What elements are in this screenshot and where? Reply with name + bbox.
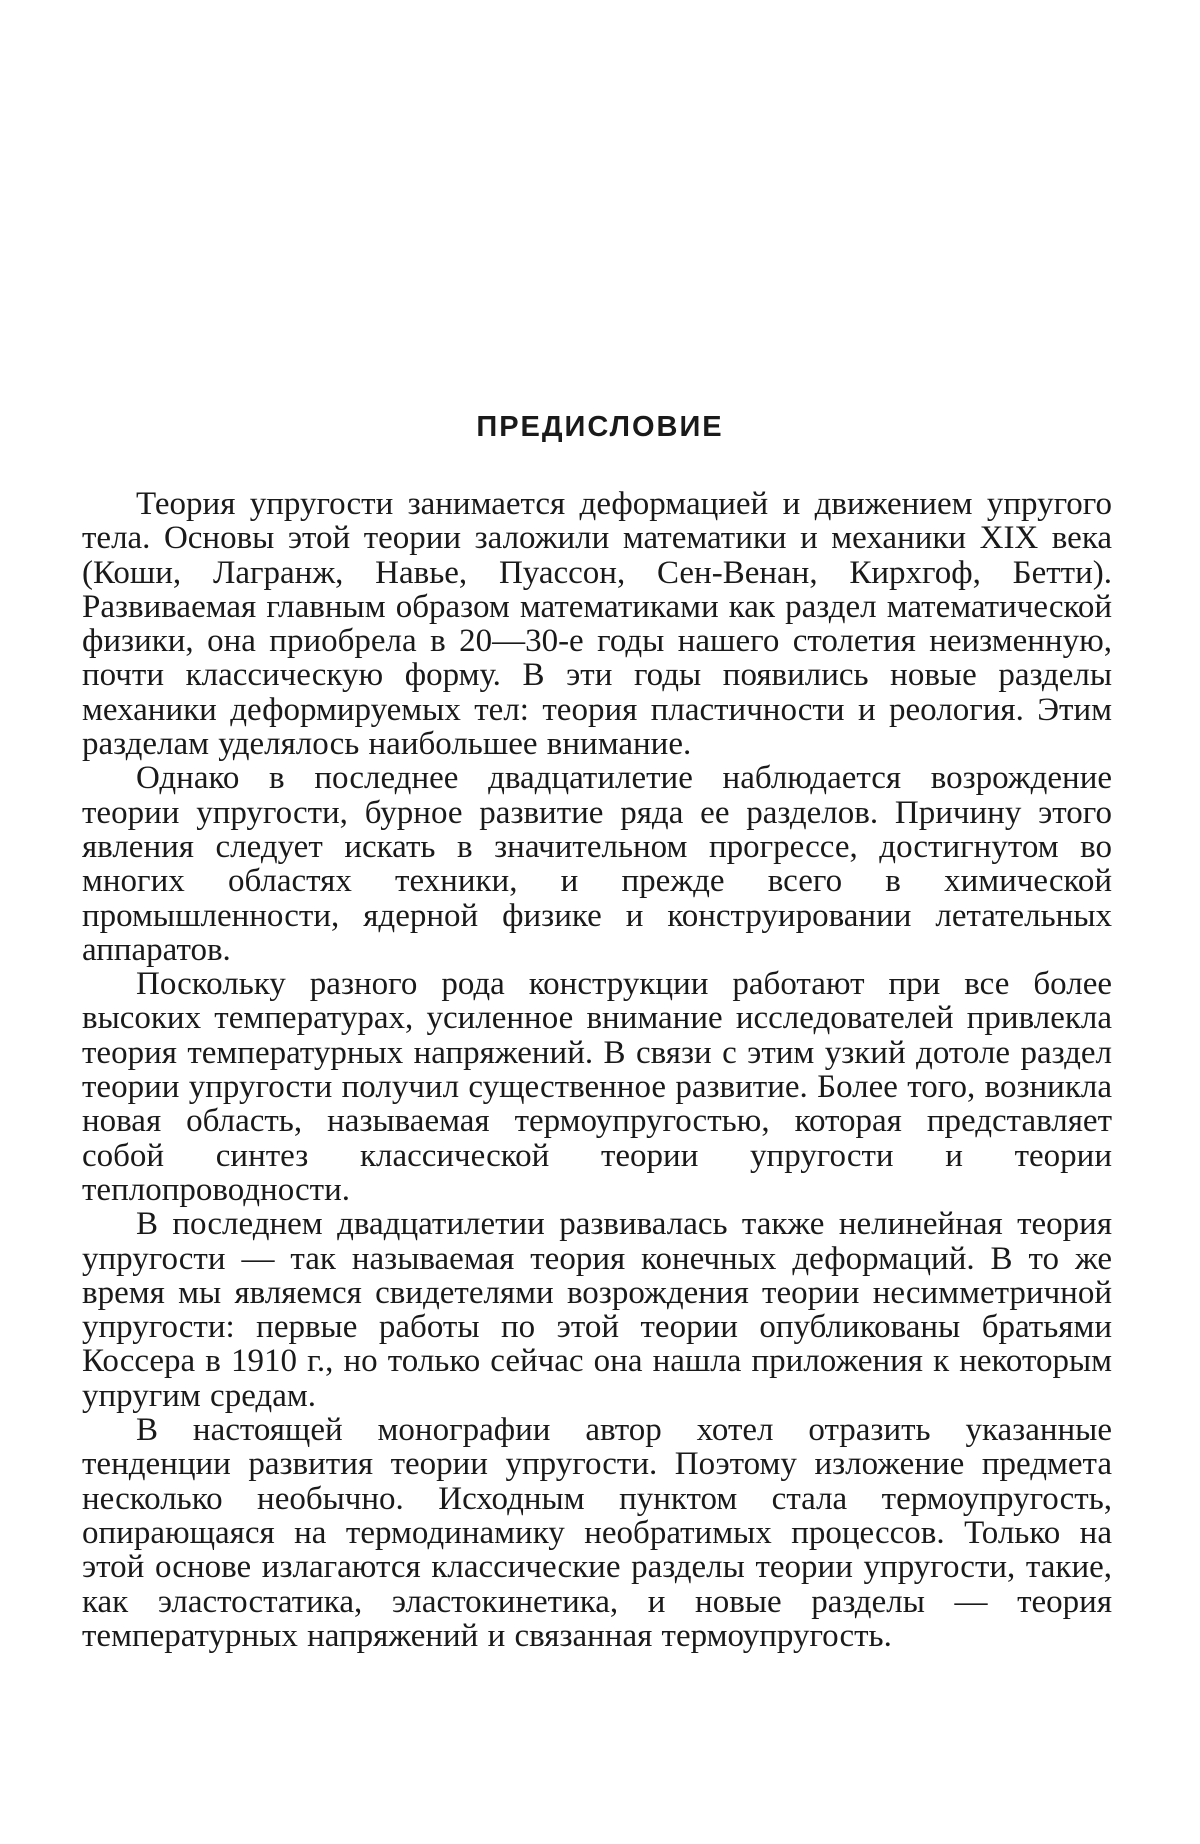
paragraph-1: Теория упругости занимается деформацией и движением упругого тела. Основы этой теории заложили математики и механики XIX века (Коши, Лагранж, Навье, Пуассон, Сен-Венан, Кирхгоф, Бетти). Развиваемая главным образом математиками как раздел математической физики, она приобрела в 20—30-е годы нашего столетия неизменную, почти классическую форму. В эти годы появились новые разделы механики деформируемых тел: теория пластичности и реология. Этим разделам уделялось наибольшее внимание. xyxy=(82,486,1112,763)
paragraph-5: В настоящей монографии автор хотел отразить указанные тенденции развития теории упругости. Поэтому изложение предмета несколько необычно. Исходным пунктом стала термоупругость, опирающаяся на термодинамику необратимых процессов. Только на этой основе излагаются классические разделы теории упругости, такие, как эластостатика, эластокинетика, и новые разделы — теория температурных напряжений и связанная термоупругость. xyxy=(82,1412,1112,1654)
paragraph-2: Однако в последнее двадцатилетие наблюдается возрождение теории упругости, бурное развитие ряда ее разделов. Причину этого явления следует искать в значительном прогрессе, достигнутом во многих областях техники, и прежде всего в химической промышленности, ядерной физике и конструировании летательных аппаратов. xyxy=(82,760,1112,968)
page-title: ПРЕДИСЛОВИЕ xyxy=(476,411,724,443)
preface-text xyxy=(82,487,1112,1653)
paragraph-4: В последнем двадцатилетии развивалась также нелинейная теория упругости — так называемая теория конечных деформаций. В то же время мы являемся свидетелями возрождения теории несимметричной упругости: первые работы по этой теории опубликованы братьями Коссера в 1910 г., но только сейчас она нашла приложения к некоторым упругим средам. xyxy=(82,1206,1112,1414)
paragraph-3: Поскольку разного рода конструкции работают при все более высоких температурах, усиленное внимание исследователей привлекла теория температурных напряжений. В связи с этим узкий дотоле раздел теории упругости получил существенное развитие. Более того, возникла новая область, называемая термоупругостью, которая представляет собой синтез классической теории упругости и теории теплопроводности. xyxy=(82,966,1112,1208)
